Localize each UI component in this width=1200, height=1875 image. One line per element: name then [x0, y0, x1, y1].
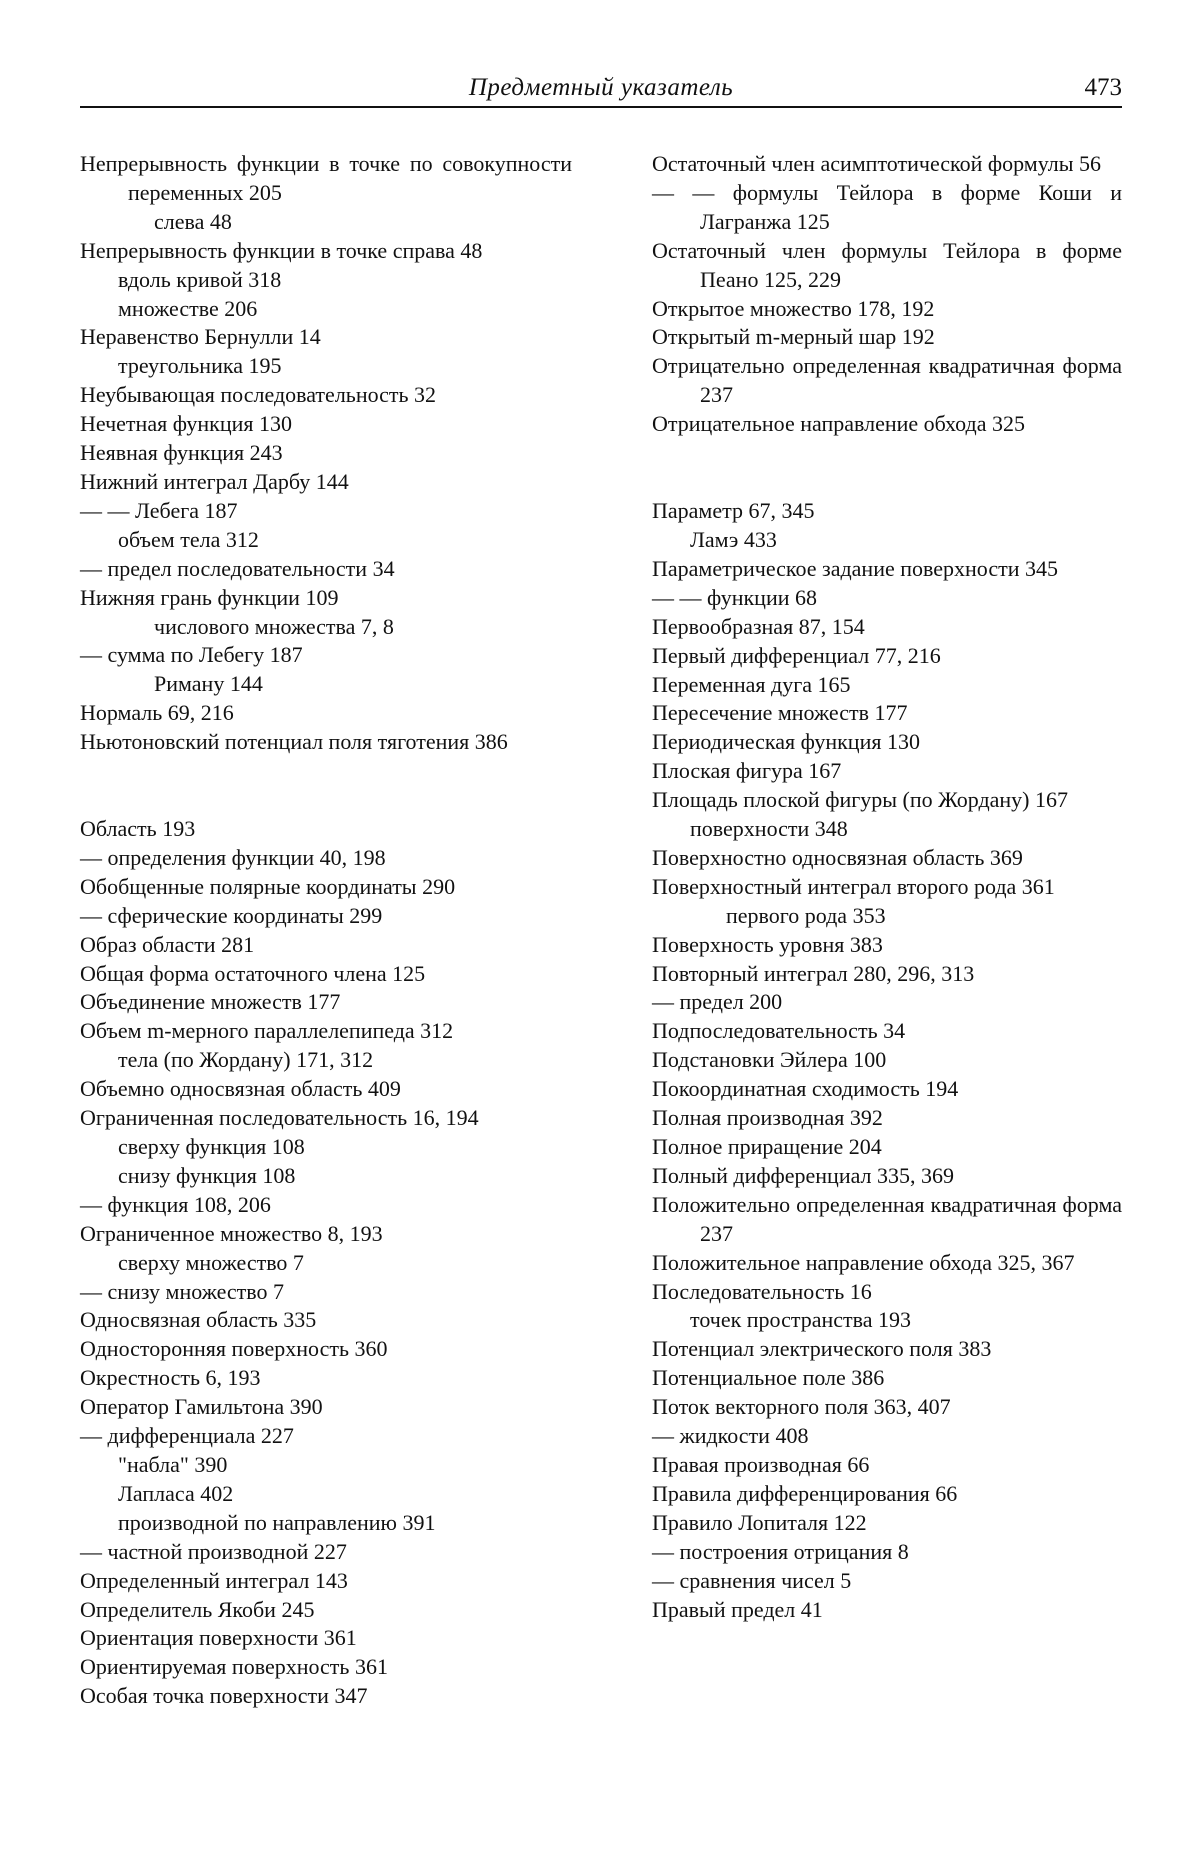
index-entry: Нормаль 69, 216	[80, 700, 234, 726]
index-column-left	[80, 150, 572, 1711]
index-entry: — сферические координаты 299	[80, 902, 383, 928]
index-entry: Образ области 281	[80, 931, 255, 957]
index-entry: Пересечение множеств 177	[652, 700, 908, 726]
index-entry: слева 48	[154, 208, 232, 234]
index-entry: Ламэ 433	[690, 526, 777, 552]
index-entry: Нижняя грань функции 109	[80, 584, 339, 610]
index-entry: Переменная дуга 165	[652, 671, 851, 697]
index-entry: Первообразная 87, 154	[652, 613, 865, 639]
index-entry: первого рода 353	[726, 902, 886, 928]
index-entry: числового множества 7, 8	[154, 613, 394, 639]
index-entry: Поверхностный интеграл второго рода 361	[652, 873, 1055, 899]
index-entry: Параметрическое задание поверхности 345	[652, 555, 1059, 581]
index-entry: Объем m-мерного параллелепипеда 312	[80, 1018, 454, 1044]
index-entry: Ориентируемая поверхность 361	[80, 1654, 388, 1680]
index-entry: Потенциальное поле 386	[652, 1365, 885, 1391]
index-entry: Нижний интеграл Дарбу 144	[80, 468, 349, 494]
index-entry: Односторонняя поверхность 360	[80, 1336, 388, 1362]
letter-gap	[80, 757, 572, 815]
index-entry: Первый дифференциал 77, 216	[652, 642, 941, 668]
index-entry: Ограниченная последовательность 16, 194	[80, 1105, 479, 1131]
index-group-h	[80, 150, 572, 757]
index-entry: Правая производная 66	[652, 1451, 870, 1477]
index-entry: Поток векторного поля 363, 407	[652, 1394, 951, 1420]
index-entry: — жидкости 408	[652, 1423, 809, 1449]
index-entry: — — функции 68	[652, 584, 817, 610]
index-entry: Площадь плоской фигуры (по Жордану) 167	[652, 787, 1069, 813]
index-entry: вдоль кривой 318	[118, 266, 282, 292]
index-entry: — дифференциала 227	[80, 1423, 294, 1449]
index-entry: Неравенство Бернулли 14	[80, 324, 321, 350]
index-entry: — предел 200	[652, 989, 783, 1015]
index-entry: — частной производной 227	[80, 1538, 347, 1564]
index-entry: Плоская фигура 167	[652, 758, 842, 784]
index-entry: объем тела 312	[118, 526, 259, 552]
index-entry: Окрестность 6, 193	[80, 1365, 261, 1391]
index-entry: Положительно определенная квадратичная форма 237	[652, 1191, 1122, 1246]
index-entry: Остаточный член формулы Тейлора в форме Пеано 125, 229	[652, 237, 1122, 292]
index-entry: — — Лебега 187	[80, 497, 238, 523]
index-entry: тела (по Жордану) 171, 312	[118, 1047, 374, 1073]
index-entry: Отрицательно определенная квадратичная форма 237	[652, 353, 1122, 408]
index-entry: Односвязная область 335	[80, 1307, 317, 1333]
index-entry: Потенциал электрического поля 383	[652, 1336, 992, 1362]
index-group-o-cont	[652, 150, 1122, 439]
index-entry: Открытое множество 178, 192	[652, 295, 935, 321]
index-entry: Правила дифференцирования 66	[652, 1480, 958, 1506]
index-entry: Ориентация поверхности 361	[80, 1625, 357, 1651]
index-entry: сверху множество 7	[118, 1249, 304, 1275]
index-entry: треугольника 195	[118, 353, 282, 379]
index-entry: множестве 206	[118, 295, 258, 321]
index-entry: Объемно односвязная область 409	[80, 1076, 401, 1102]
index-entry: Периодическая функция 130	[652, 729, 920, 755]
index-entry: — предел последовательности 34	[80, 555, 395, 581]
index-entry: точек пространства 193	[690, 1307, 912, 1333]
index-entry: Непрерывность функции в точке по совокупности переменных 205	[80, 151, 572, 205]
index-entry: Положительное направление обхода 325, 367	[652, 1249, 1075, 1275]
index-entry: — определения функции 40, 198	[80, 844, 386, 870]
index-entry: Полный дифференциал 335, 369	[652, 1162, 955, 1188]
page-number: 473	[1084, 74, 1122, 101]
index-group-o	[80, 815, 572, 1711]
index-entry: Общая форма остаточного члена 125	[80, 960, 426, 986]
index-entry: Поверхностно односвязная область 369	[652, 844, 1023, 870]
index-entry: Поверхность уровня 383	[652, 931, 883, 957]
index-entry: Определитель Якоби 245	[80, 1596, 315, 1622]
index-entry: Правило Лопиталя 122	[652, 1509, 867, 1535]
index-entry: Объединение множеств 177	[80, 989, 341, 1015]
index-entry: Полное приращение 204	[652, 1134, 882, 1159]
index-entry: Ньютоновский потенциал поля тяготения 386	[80, 729, 508, 755]
index-entry: Особая точка поверхности 347	[80, 1683, 368, 1709]
index-column-right	[652, 150, 1122, 1624]
index-entry: Лапласа 402	[118, 1480, 234, 1506]
index-entry: Определенный интеграл 143	[80, 1567, 348, 1593]
index-entry: "набла" 390	[118, 1451, 228, 1477]
index-entry: Риману 144	[154, 671, 263, 697]
index-entry: Параметр 67, 345	[652, 498, 815, 524]
index-entry: поверхности 348	[690, 816, 848, 842]
index-entry: Область 193	[80, 816, 196, 842]
index-entry: сверху функция 108	[118, 1134, 305, 1159]
index-entry: Открытый m-мерный шар 192	[652, 324, 935, 350]
index-entry: Подстановки Эйлера 100	[652, 1047, 887, 1073]
index-entry: снизу функция 108	[118, 1162, 296, 1188]
index-entry: Непрерывность функции в точке справа 48	[80, 237, 483, 263]
index-entry: Неубывающая последовательность 32	[80, 382, 437, 408]
index-entry: Оператор Гамильтона 390	[80, 1394, 323, 1420]
index-entry: Подпоследовательность 34	[652, 1018, 906, 1044]
index-entry: Обобщенные полярные координаты 290	[80, 873, 456, 899]
index-entry: Отрицательное направление обхода 325	[652, 411, 1025, 437]
index-group-p	[652, 497, 1122, 1624]
index-entry: — сумма по Лебегу 187	[80, 642, 303, 668]
index-entry: — построения отрицания 8	[652, 1538, 909, 1564]
index-entry: — функция 108, 206	[80, 1191, 271, 1217]
index-entry: Последовательность 16	[652, 1278, 872, 1304]
index-entry: — сравнения чисел 5	[652, 1567, 852, 1593]
index-entry: Остаточный член асимптотической формулы 56	[652, 151, 1102, 176]
index-entry: Полная производная 392	[652, 1105, 883, 1131]
index-entry: Повторный интеграл 280, 296, 313	[652, 960, 975, 986]
index-entry: Ограниченное множество 8, 193	[80, 1220, 383, 1246]
index-entry: Нечетная функция 130	[80, 411, 293, 437]
index-entry: — — формулы Тейлора в форме Коши и Лагранжа 125	[652, 179, 1122, 234]
index-entry: Неявная функция 243	[80, 440, 283, 466]
index-entry: производной по направлению 391	[118, 1509, 436, 1535]
running-title: Предметный указатель	[468, 74, 734, 101]
index-entry: Покоординатная сходимость 194	[652, 1076, 959, 1102]
index-entry: — снизу множество 7	[80, 1278, 285, 1304]
running-header	[80, 72, 1122, 108]
letter-gap	[652, 439, 1122, 497]
index-entry: Правый предел 41	[652, 1596, 823, 1622]
